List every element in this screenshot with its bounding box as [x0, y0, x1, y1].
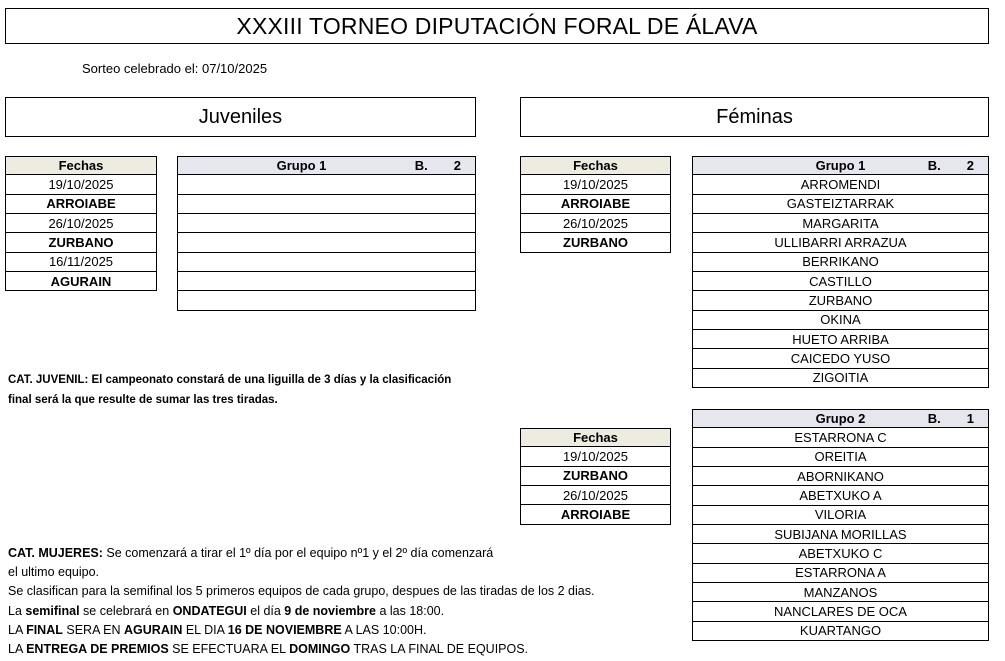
fecha-row: 19/10/2025 [521, 447, 670, 466]
fecha-row: 19/10/2025 [6, 175, 156, 194]
venue-row: ZURBANO [521, 467, 670, 486]
fechas-header: Fechas [6, 156, 156, 175]
team-row: NANCLARES DE OCA [693, 602, 988, 621]
rules-emph: DOMINGO [289, 642, 351, 657]
juvenil-note [8, 370, 451, 410]
rules-text: La [8, 603, 26, 618]
fecha-row: 26/10/2025 [521, 486, 670, 505]
venue-row: ZURBANO [6, 233, 156, 252]
rules-emph: ENTREGA DE PREMIOS [26, 642, 169, 657]
bracket-value: 2 [966, 158, 974, 174]
rules-text: LA [8, 642, 27, 657]
feminas-fechas1-table [520, 156, 671, 253]
team-row [178, 195, 475, 214]
team-row [178, 253, 475, 272]
rules-emph: de noviembre [291, 603, 376, 618]
fechas-header: Fechas [521, 156, 670, 175]
fecha-row: 26/10/2025 [521, 214, 670, 233]
grupo-header [178, 156, 475, 175]
juvenil-note-line2: final será la que resulte de sumar las tres tiradas. [8, 394, 278, 406]
team-row: ZIGOITIA [693, 369, 988, 388]
bracket-value: 2 [453, 158, 461, 174]
rules-emph: AGURAIN [124, 622, 183, 637]
mujeres-rules [8, 544, 594, 659]
rules-text: Se comenzará a tirar el 1º día por el equipo nº1 y el 2º día comenzará [102, 546, 494, 560]
juveniles-heading: Juveniles [5, 97, 476, 137]
team-row: ESTARRONA C [693, 428, 988, 447]
venue-row: ARROIABE [521, 195, 670, 214]
team-row: BERRIKANO [693, 253, 988, 272]
rules-line-1 [8, 544, 594, 563]
bracket-label: B. [927, 158, 941, 174]
feminas-fechas2-table [520, 428, 671, 525]
draw-date-label: Sorteo celebrado el: [82, 61, 199, 76]
bracket-label: B. [927, 411, 941, 427]
team-row [178, 291, 475, 310]
grupo-header [693, 409, 988, 428]
feminas-grupo1-table [692, 156, 989, 388]
rules-emph: 16 DE NOVIEMBRE [227, 622, 342, 637]
team-row [178, 175, 475, 194]
team-row: MARGARITA [693, 214, 988, 233]
team-row: ABETXUKO A [693, 486, 988, 505]
team-row [178, 214, 475, 233]
draw-date [82, 61, 267, 76]
juvenil-note-line1 [8, 370, 451, 390]
bracket-count [928, 158, 974, 173]
rules-line-6 [8, 640, 594, 659]
feminas-grupo2-table [692, 409, 989, 641]
team-row: KUARTANGO [693, 622, 988, 641]
team-row: CASTILLO [693, 272, 988, 291]
team-row: HUETO ARRIBA [693, 330, 988, 349]
rules-line-2: el ultimo equipo. [8, 565, 100, 580]
rules-cat-label: CAT. MUJERES: [8, 546, 103, 560]
team-row [178, 233, 475, 252]
rules-emph: 9 [284, 603, 292, 618]
juveniles-grupo1-table [177, 156, 476, 311]
team-row: CAICEDO YUSO [693, 349, 988, 368]
team-row: ABORNIKANO [693, 467, 988, 486]
rules-text: LA [8, 622, 27, 637]
feminas-heading: Féminas [520, 97, 989, 137]
team-row: OREITIA [693, 448, 988, 467]
rules-line-3: Se clasifican para la semifinal los 5 primeros equipos de cada grupo, despues de las tiradas de los 2 dias. [8, 584, 595, 599]
rules-text: EL DIA [182, 622, 228, 637]
rules-line-5 [8, 621, 594, 640]
rules-emph: semifinal [25, 603, 80, 618]
juvenil-note-text1: El campeonato constará de una liguilla de 3 días y la clasificación [88, 374, 452, 386]
rules-text: se celebrará en [79, 603, 173, 618]
rules-text: el día [246, 603, 285, 618]
fecha-row: 19/10/2025 [521, 175, 670, 194]
juvenil-note-label: CAT. JUVENIL: [8, 374, 89, 386]
grupo-label: Grupo 2 [815, 411, 866, 427]
team-row: GASTEIZTARRAK [693, 195, 988, 214]
rules-line-4 [8, 602, 594, 621]
fecha-row: 26/10/2025 [6, 214, 156, 233]
rules-text: TRAS LA FINAL DE EQUIPOS. [350, 642, 529, 657]
grupo-label: Grupo 1 [276, 158, 327, 174]
draw-date-value: 07/10/2025 [201, 61, 268, 76]
venue-row: ARROIABE [521, 505, 670, 524]
venue-row: AGURAIN [6, 272, 156, 291]
grupo-header [693, 156, 988, 175]
team-row: OKINA [693, 311, 988, 330]
fechas-header: Fechas [521, 428, 670, 447]
grupo-label: Grupo 1 [815, 158, 866, 174]
rules-emph: FINAL [26, 622, 63, 637]
bracket-count [415, 158, 461, 173]
venue-row: ARROIABE [6, 195, 156, 214]
team-row: ESTARRONA A [693, 564, 988, 583]
juveniles-fechas-table [5, 156, 157, 291]
team-row: ULLIBARRI ARRAZUA [693, 233, 988, 252]
team-row: ABETXUKO C [693, 544, 988, 563]
team-row: ARROMENDI [693, 175, 988, 194]
tournament-title: XXXIII TORNEO DIPUTACIÓN FORAL DE ÁLAVA [5, 8, 989, 44]
team-row: MANZANOS [693, 583, 988, 602]
rules-text: SE EFECTUARA EL [168, 642, 290, 657]
rules-text: A LAS 10:00H. [341, 622, 427, 637]
fecha-row: 16/11/2025 [6, 253, 156, 272]
rules-emph: ONDATEGUI [172, 603, 247, 618]
bracket-count [928, 411, 974, 426]
rules-text: a las 18:00. [376, 603, 445, 618]
team-row [178, 272, 475, 291]
team-row: ZURBANO [693, 291, 988, 310]
rules-text: SERA EN [62, 622, 125, 637]
bracket-value: 1 [966, 411, 974, 427]
venue-row: ZURBANO [521, 233, 670, 252]
team-row: VILORIA [693, 506, 988, 525]
bracket-label: B. [414, 158, 428, 174]
team-row: SUBIJANA MORILLAS [693, 525, 988, 544]
